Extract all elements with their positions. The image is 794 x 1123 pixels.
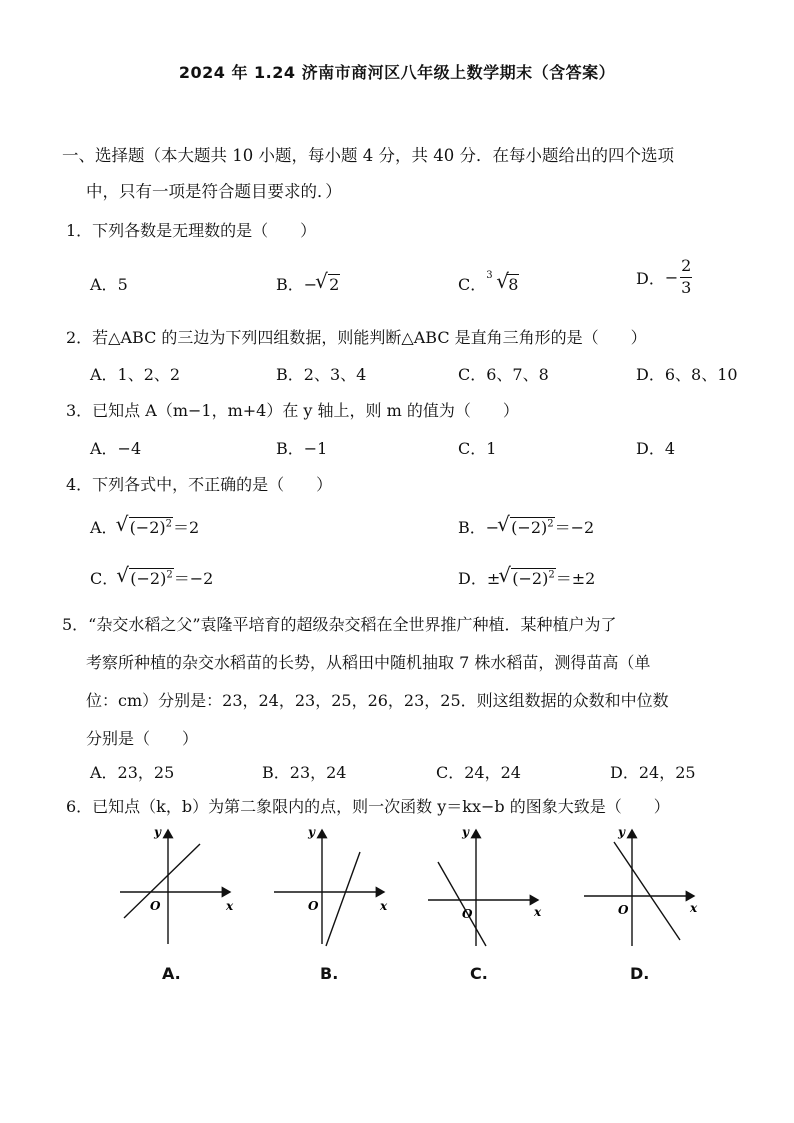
q1-a-value: 5 — [117, 275, 128, 294]
q4-a-exponent: 2 — [165, 518, 173, 530]
graph-b-line — [326, 852, 360, 946]
q6-graph-c — [426, 822, 550, 950]
section-heading-line2: 中，只有一项是符合题目要求的．） — [86, 182, 342, 201]
q6-graph-b — [272, 822, 396, 950]
q1-a-label: A． — [90, 275, 118, 294]
q5-line3: 位：cm）分别是：23，24，23，25，26，23，25．则这组数据的众数和中位数 — [86, 691, 669, 710]
q4-option-a — [90, 512, 200, 538]
q1-c-label: C． — [458, 275, 487, 294]
graph-c-line — [438, 862, 486, 946]
q1-option-c — [458, 269, 519, 295]
q4-b-radicand: (−2) — [511, 518, 548, 537]
q1-d-fraction — [680, 258, 692, 297]
q4-b-exponent: 2 — [547, 518, 554, 530]
q4-a-radicand: (−2) — [129, 518, 166, 537]
q6-graph-a — [118, 822, 242, 950]
q6-graph-c-label: C. — [470, 964, 488, 983]
q1-d-numerator: 2 — [681, 256, 692, 275]
q4-a-rhs: ＝2 — [173, 518, 200, 537]
q3-option-b: B．−1 — [276, 439, 328, 458]
q4-option-c — [90, 563, 214, 589]
q4-d-radicand: (−2) — [512, 569, 549, 588]
graph-a-y-label: y — [154, 825, 161, 839]
q6-graph-d — [582, 822, 706, 950]
q4-c-exponent: 2 — [166, 569, 173, 581]
q1-d-label: D． — [636, 268, 665, 288]
q5-option-a: A．23，25 — [90, 763, 175, 782]
q5-line4: 分别是（ ） — [86, 729, 199, 748]
q1-c-radicand: 8 — [508, 275, 519, 294]
graph-b-x-label: x — [380, 899, 388, 913]
q5-option-b: B．23，24 — [262, 763, 347, 782]
q1-d-sign: − — [664, 267, 679, 287]
q2-option-b: B．2、3、4 — [276, 365, 367, 384]
q1-b-label: B． — [276, 275, 304, 294]
q1-c-cuberoot: 3 √ 8 — [486, 269, 519, 294]
q5-option-c: C．24，24 — [436, 763, 521, 782]
q4-c-radicand: (−2) — [130, 569, 167, 588]
q5-option-d: D．24，25 — [610, 763, 696, 782]
q4-d-label: D． — [458, 569, 487, 588]
q2-option-d: D．6、8、10 — [636, 365, 738, 384]
graph-d-x-label: x — [690, 901, 698, 915]
q4-b-sign: − — [485, 518, 500, 537]
graph-c-y-label: y — [462, 825, 469, 839]
q1-c-index: 3 — [486, 270, 493, 281]
q1-d-denominator: 3 — [681, 277, 692, 297]
q4-d-sqrt: √ $(-2)^2$ — [498, 563, 555, 588]
q1-b-radicand: 2 — [329, 275, 340, 294]
q3-option-d: D．4 — [636, 439, 676, 458]
q5-line1: 5．“杂交水稻之父”袁隆平培育的超级杂交稻在全世界推广种植．某种植户为了 — [62, 615, 617, 634]
q2-stem: 2．若△ABC 的三边为下列四组数据，则能判断△ABC 是直角三角形的是（ ） — [66, 328, 647, 347]
q4-a-sqrt: √ $(-2)^2$ — [115, 512, 173, 537]
graph-d-line — [614, 842, 680, 940]
graph-c-origin: O — [462, 907, 473, 921]
graph-c-x-label: x — [534, 905, 542, 919]
q4-stem: 4．下列各式中，不正确的是（ ） — [66, 475, 333, 494]
q3-option-c: C．1 — [458, 439, 497, 458]
q6-graph-d-label: D. — [630, 964, 650, 983]
q4-option-d — [458, 563, 596, 589]
graph-b-origin: O — [308, 899, 319, 913]
q4-a-label: A． — [90, 518, 118, 537]
q4-c-rhs: ＝−2 — [173, 569, 214, 588]
q4-b-rhs: ＝−2 — [554, 518, 595, 537]
q3-stem: 3．已知点 A（m−1，m+4）在 y 轴上，则 m 的值为（ ） — [66, 401, 519, 420]
q6-graph-a-label: A. — [162, 964, 181, 983]
q3-option-a: A．−4 — [90, 439, 142, 458]
q4-c-label: C． — [90, 569, 119, 588]
q1-b-sqrt: √ 2 — [315, 269, 340, 294]
q1-stem: 1．下列各数是无理数的是（ ） — [66, 221, 317, 240]
graph-b-y-label: y — [308, 825, 315, 839]
q4-c-sqrt: √ $(-2)^2$ — [116, 563, 173, 588]
q1-b-sign: − — [303, 275, 318, 294]
q6-graph-b-label: B. — [320, 964, 339, 983]
q2-option-a: A．1、2、2 — [90, 365, 181, 384]
q4-b-label: B． — [458, 518, 486, 537]
q4-b-sqrt: √ $(-2)^2$ — [497, 512, 554, 537]
graph-d-y-label: y — [618, 825, 625, 839]
section-heading-line1: 一、选择题（本大题共 10 小题，每小题 4 分，共 40 分．在每小题给出的四个选项 — [62, 146, 674, 165]
graph-a-x-label: x — [226, 899, 234, 913]
q1-option-b — [276, 269, 340, 295]
graph-d-origin: O — [618, 903, 629, 917]
q4-option-b — [458, 512, 595, 538]
q5-line2: 考察所种植的杂交水稻苗的长势，从稻田中随机抽取 7 株水稻苗，测得苗高（单 — [86, 653, 651, 672]
q4-d-exponent: 2 — [548, 569, 555, 581]
q1-option-a — [90, 272, 128, 295]
graph-a-origin: O — [150, 899, 161, 913]
q1-option-d — [636, 258, 692, 297]
q4-d-rhs: ＝±2 — [555, 569, 596, 588]
graph-a-line — [124, 844, 200, 918]
q4-d-sign: ± — [486, 569, 501, 588]
q6-stem: 6．已知点（k，b）为第二象限内的点，则一次函数 y＝kx−b 的图象大致是（ ） — [66, 797, 670, 816]
page-title: 2024 年 1.24 济南市商河区八年级上数学期末（含答案） — [178, 63, 616, 82]
q2-option-c: C．6、7、8 — [458, 365, 549, 384]
